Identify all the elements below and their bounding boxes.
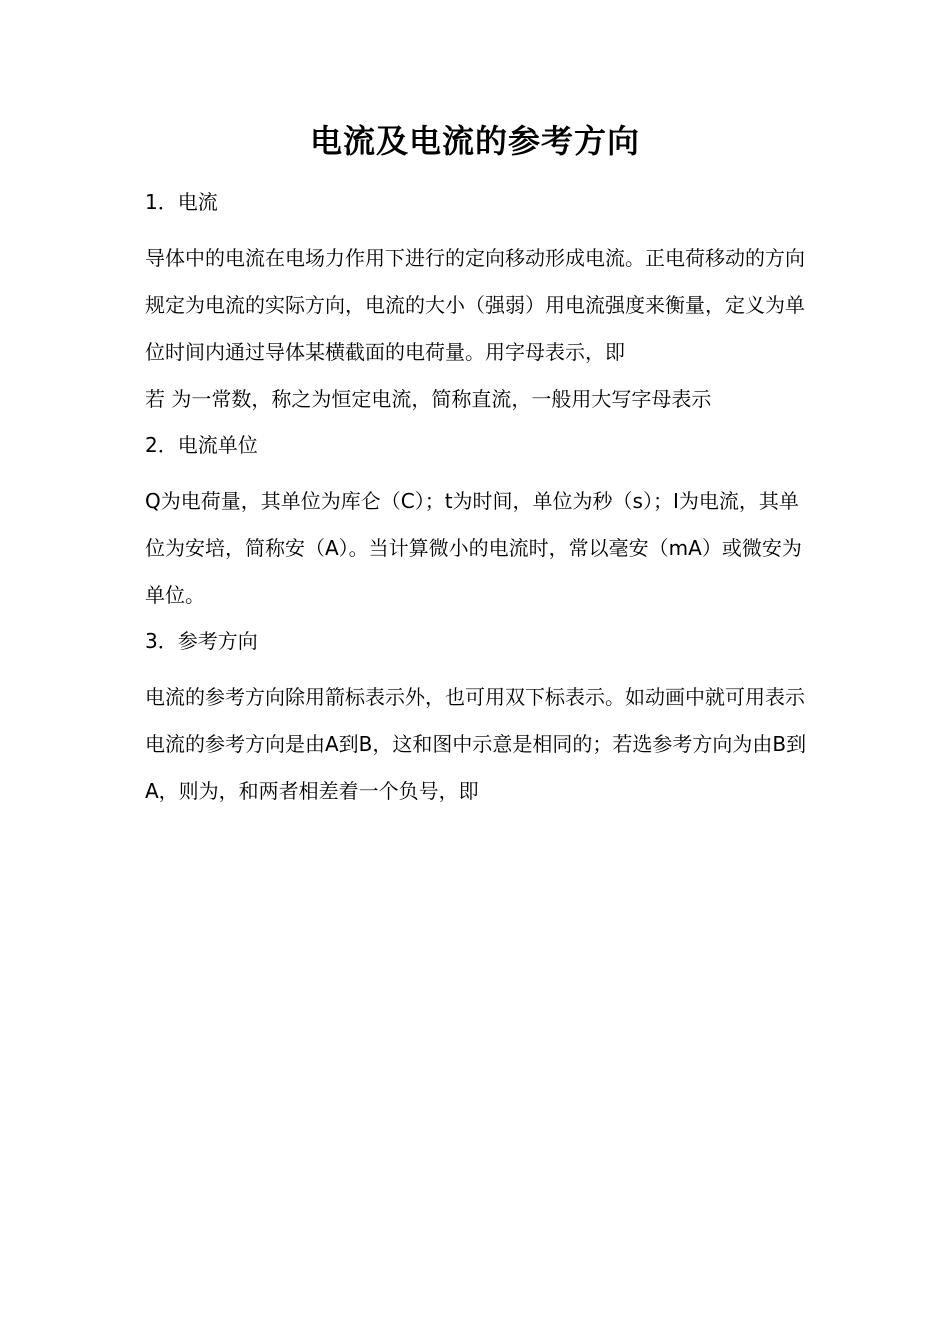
section-current	[145, 186, 810, 423]
section-paragraph: Q为电荷量，其单位为库仑（C）；t为时间，单位为秒（s）；I为电流，其单位为安培，简称安（A）。当计算微小的电流时，常以毫安（mA）或微安为单位。	[145, 489, 802, 607]
document-body	[145, 186, 810, 815]
section-heading: 2．电流单位	[145, 433, 258, 457]
section-paragraph: 电流的参考方向除用箭标表示外，也可用双下标表示。如动画中就可用表示电流的参考方向是由A到B，这和图中示意是相同的；若选参考方向为由B到A，则为，和两者相差着一个负号，即	[145, 685, 807, 803]
section-reference-direction	[145, 625, 810, 815]
section-paragraph: 导体中的电流在电场力作用下进行的定向移动形成电流。正电荷移动的方向规定为电流的实际方向，电流的大小（强弱）用电流强度来衡量，定义为单位时间内通过导体某横截面的电荷量。用字母表示，即	[145, 246, 805, 364]
document-title: 电流及电流的参考方向	[309, 122, 640, 160]
section-heading: 1．电流	[145, 190, 218, 214]
section-heading: 3．参考方向	[145, 629, 258, 653]
section-paragraph: 若 为一常数，称之为恒定电流，简称直流，一般用大写字母表示	[145, 387, 712, 411]
section-current-unit	[145, 429, 810, 619]
